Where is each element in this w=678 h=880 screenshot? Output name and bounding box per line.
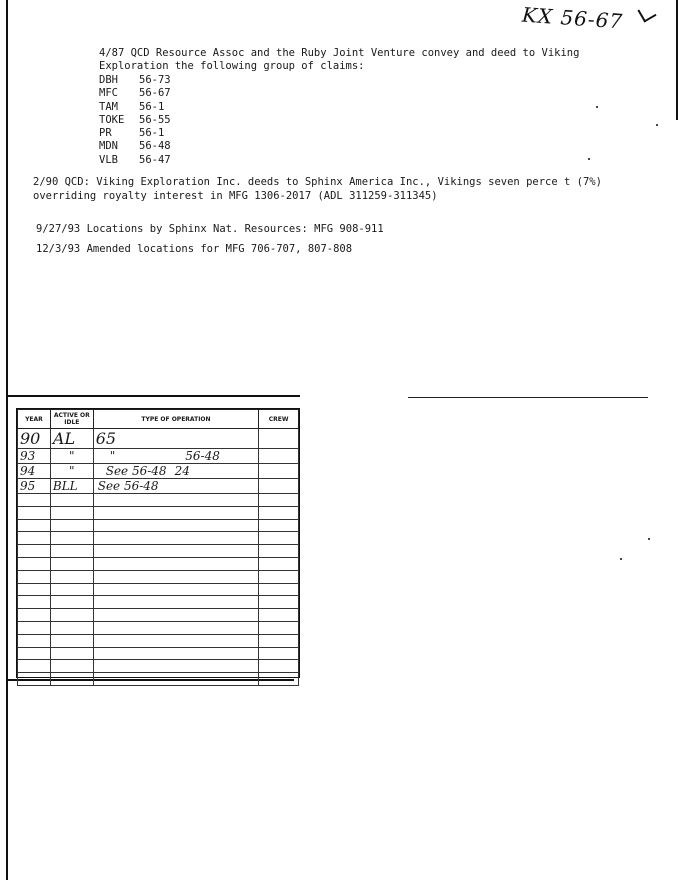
log-year: 93 [18,449,51,464]
log-status: AL [50,429,93,449]
log-crew [259,429,299,449]
log-row [18,634,299,647]
log-year: 94 [18,464,51,479]
operation-log-table [17,409,299,686]
log-row [18,557,299,570]
log-year: 90 [18,429,51,449]
handwritten-file-number: KX 56-67 [521,2,624,34]
log-row [18,494,299,507]
log-row [18,479,299,494]
claim-row [99,127,171,140]
log-crew [259,464,299,479]
claim-number: 56-67 [139,87,171,100]
claims-list [99,74,171,167]
log-operation-text: See 56-48 [97,479,159,493]
log-row [18,621,299,634]
log-operation [93,449,259,464]
log-operation [93,429,259,449]
divider-line [408,397,648,398]
log-status: " [50,464,93,479]
operation-log-card [16,408,300,678]
log-operation-text: 65 [95,429,117,448]
entry-3: 9/27/93 Locations by Sphinx Nat. Resources: MFG 908-911 [36,223,384,235]
claim-row [99,140,171,153]
scan-speck [656,124,658,126]
entry-2-line-2: overriding royalty interest in MFG 1306-2017 (ADL 311259-311345) [33,190,438,202]
scan-speck [648,538,650,540]
claim-row [99,74,171,87]
log-row [18,570,299,583]
log-row [18,532,299,545]
log-operation [93,479,259,494]
log-note: 56-48 [185,449,220,463]
log-row [18,660,299,673]
log-row [18,583,299,596]
entry-1-line-1: 4/87 QCD Resource Assoc and the Ruby Joint Venture convey and deed to Viking [99,47,580,59]
log-row [18,647,299,660]
scan-speck [596,106,598,108]
entry-1-line-2: Exploration the following group of claims: [99,60,365,72]
log-crew [259,479,299,494]
claim-row [99,114,171,127]
claim-number: 56-1 [139,127,165,140]
log-row [18,506,299,519]
claim-number: 56-47 [139,153,171,166]
log-operation [93,464,259,479]
operation-type-header: TYPE OF OPERATION [93,410,259,429]
claim-code: MFC [99,87,118,100]
log-year: 95 [18,479,51,494]
log-row [18,609,299,622]
corner-check-mark [637,3,656,22]
claim-row [99,154,171,167]
log-row [18,449,299,464]
log-header-row [18,410,299,429]
claim-code: MDN [99,140,118,153]
claim-number: 56-48 [139,140,171,153]
log-status: " [50,449,93,464]
active-idle-header: ACTIVE OR IDLE [50,410,93,429]
log-note: 24 [174,464,190,478]
scan-speck [620,558,622,560]
claim-row [99,87,171,100]
log-row [18,545,299,558]
log-status: BLL [50,479,93,494]
entry-2-line-1: 2/90 QCD: Viking Exploration Inc. deeds to Sphinx America Inc., Vikings seven perce t (7%) [33,176,602,188]
log-row [18,673,299,686]
claim-number: 56-73 [139,74,171,86]
claim-number: 56-1 [139,100,165,113]
claim-code: DBH [99,74,118,86]
log-row [18,596,299,609]
divider-line [8,395,300,397]
claim-number: 56-55 [139,113,171,126]
log-row [18,464,299,479]
claim-code: VLB [99,153,118,166]
log-row [18,429,299,449]
scan-speck [588,158,590,160]
claim-code: TAM [99,100,118,113]
entry-4: 12/3/93 Amended locations for MFG 706-707, 807-808 [36,243,353,255]
page-left-edge [6,0,8,880]
crew-header: CREW [259,410,299,429]
log-operation-text: See 56-48 [105,464,167,478]
claim-row [99,101,171,114]
year-header: YEAR [18,410,51,429]
log-crew [259,449,299,464]
claim-code: PR [99,127,112,140]
log-row [18,519,299,532]
claim-code: TOKE [99,113,125,126]
log-operation-text: " [109,449,116,463]
